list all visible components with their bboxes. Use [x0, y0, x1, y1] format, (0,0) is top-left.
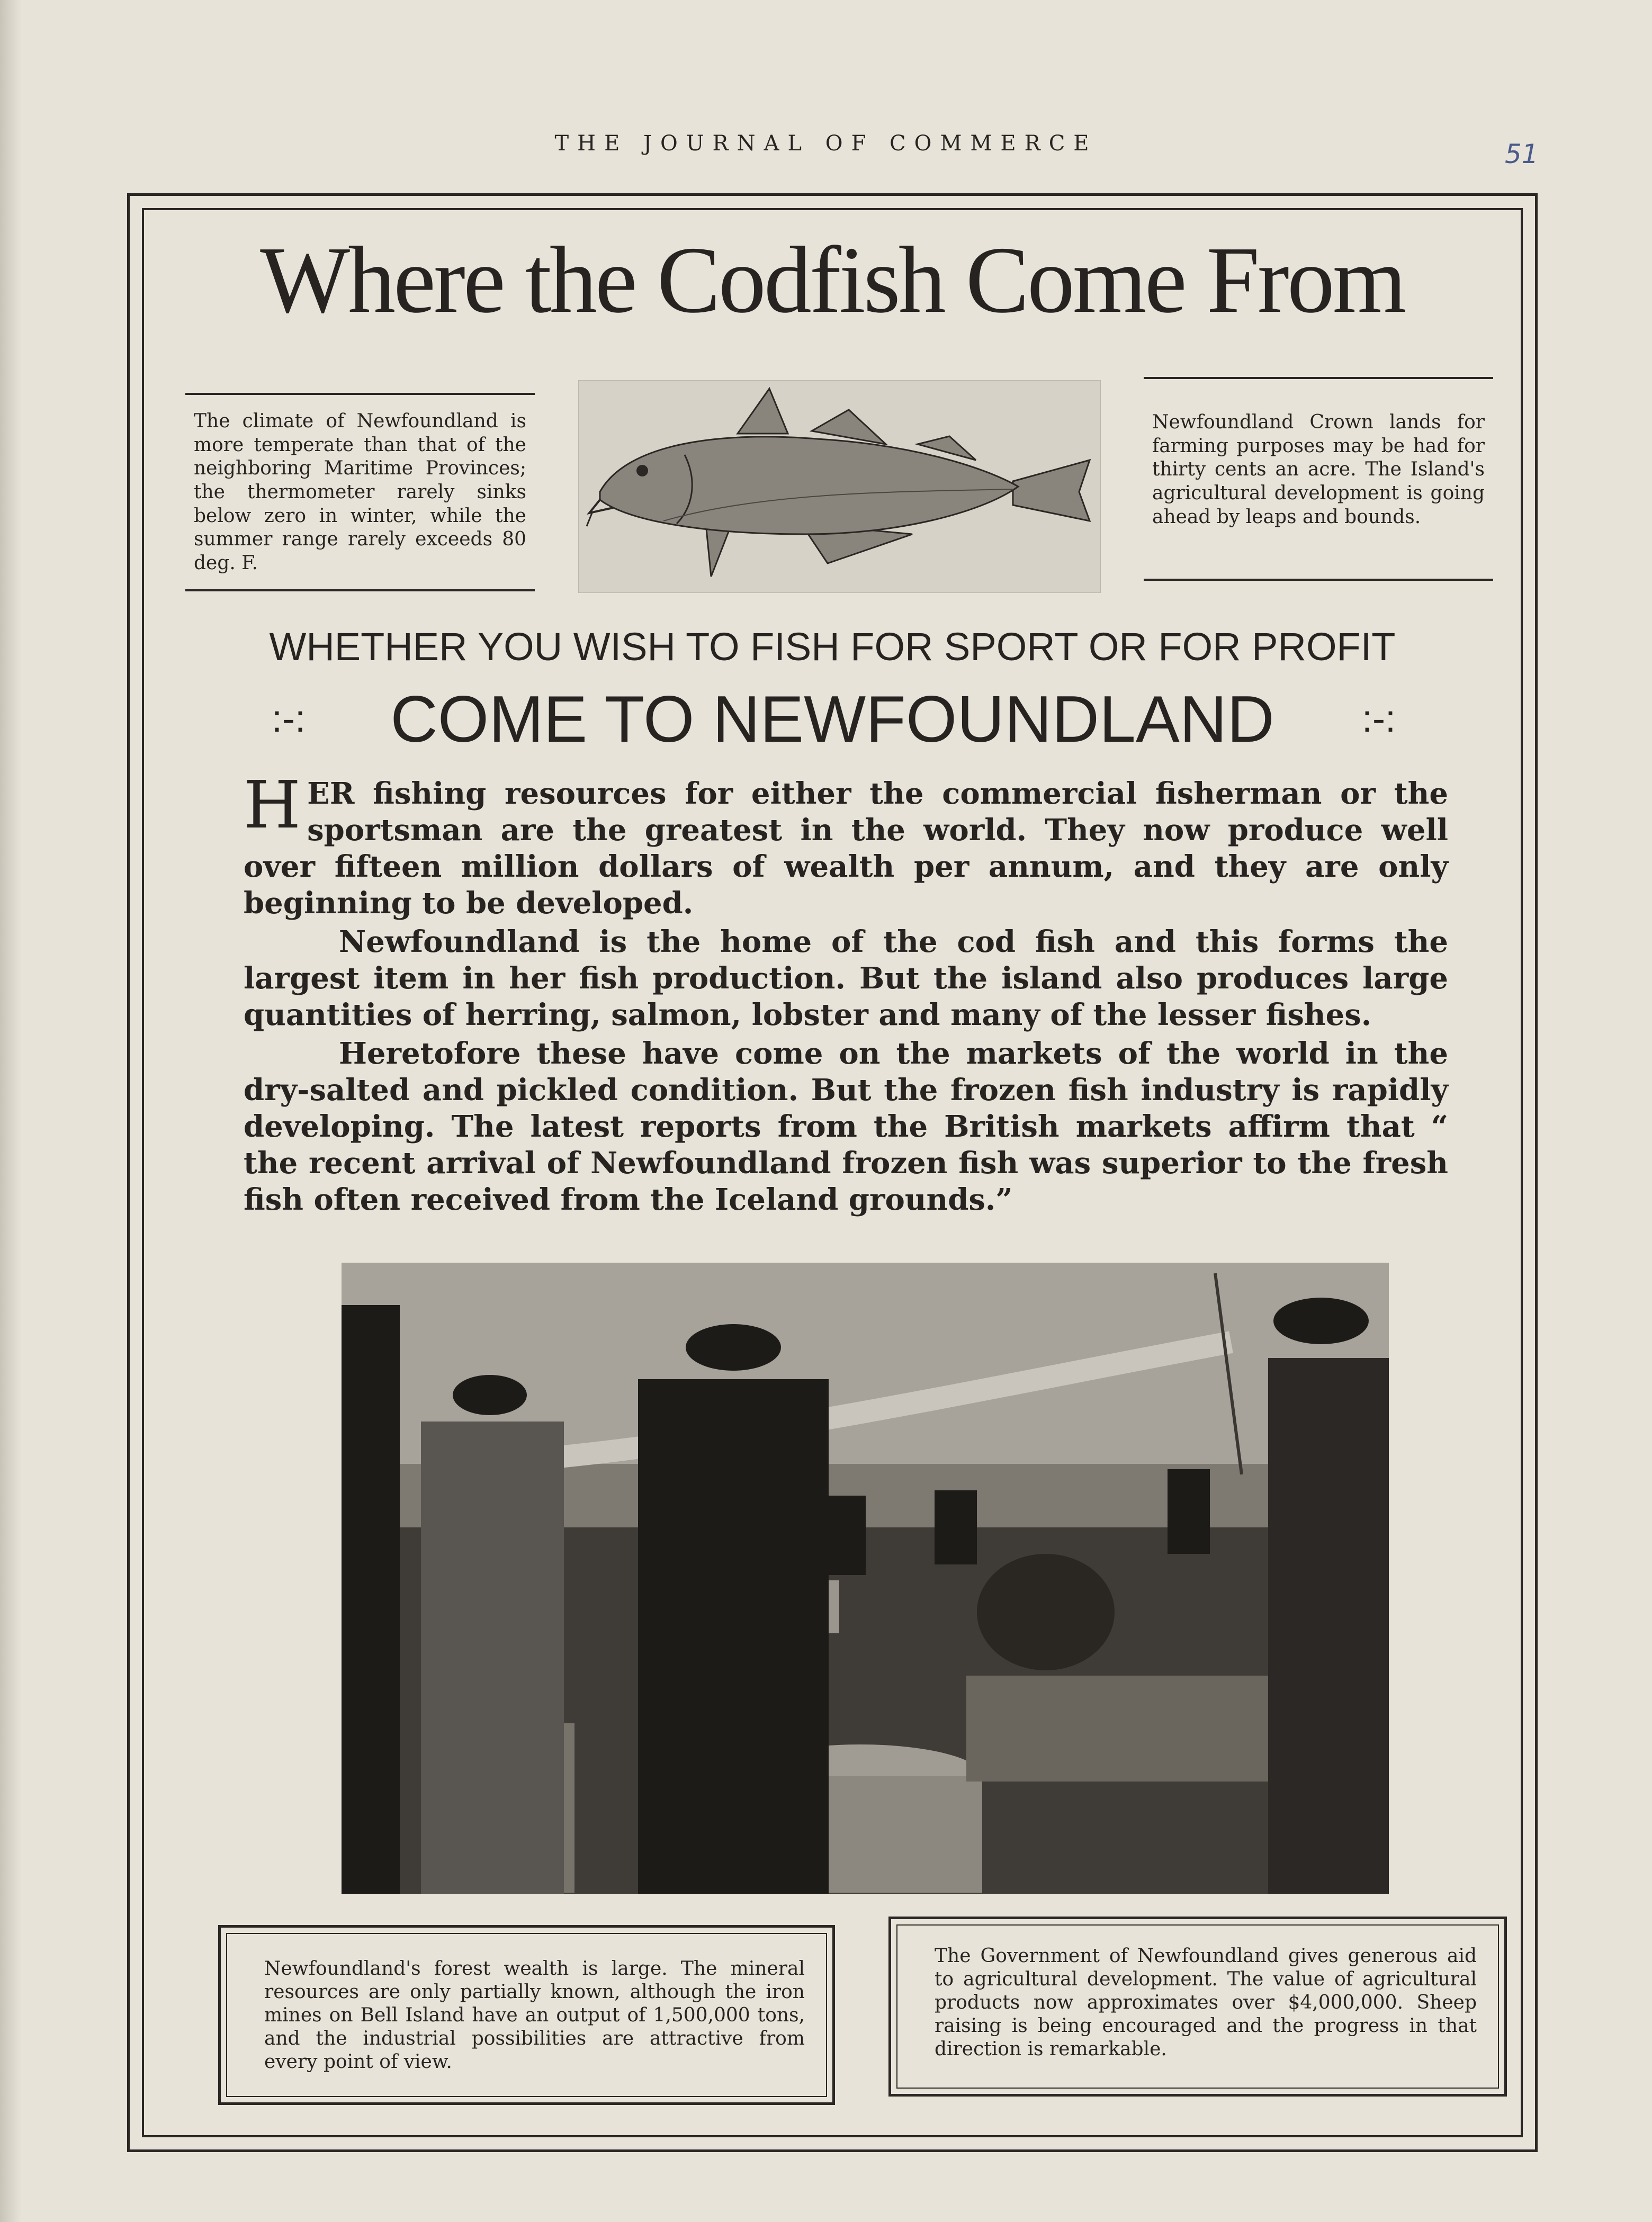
ornament-right: :-: — [1362, 698, 1396, 740]
photo-figure-3 — [1268, 1358, 1389, 1894]
fish-tail — [1013, 460, 1090, 521]
photo-line-coil — [977, 1554, 1115, 1670]
photo-figure-bg-2 — [935, 1490, 977, 1564]
page-edge-shadow — [0, 0, 21, 2222]
photo-figure-cap-3 — [1273, 1298, 1369, 1344]
fish-dorsal-fin-1 — [738, 389, 788, 434]
photo-figure-bg-3 — [1168, 1469, 1210, 1554]
running-head: THE JOURNAL OF COMMERCE — [554, 131, 1098, 156]
subheadline: WHETHER YOU WISH TO FISH FOR SPORT OR FOR PROFIT — [269, 625, 1396, 669]
body-paragraph-3: Heretofore these have come on the markets of the world in the dry-salted and pickled condition. But the frozen fish industry is rapidly developing. The latest reports from the British markets affirm that “ the recent arrival of Newfoundland frozen fish was superior to the fresh fish often received from the Iceland grounds.” — [244, 1036, 1448, 1217]
forest-wealth-text: Newfoundland's forest wealth is large. The mineral resources are only partially known, although the iron mines on Bell Island have an output of 1,500,000 tons, and the industrial possibilities are attractive from every point of view. — [226, 1933, 827, 2097]
ornament-left: :-: — [272, 698, 306, 740]
photo-rendering — [342, 1263, 1389, 1894]
agriculture-aid-box — [888, 1917, 1507, 2097]
codfish-drawing — [579, 381, 1100, 592]
ad-headline: Where the Codfish Come From — [260, 227, 1405, 332]
forest-wealth-box — [218, 1925, 835, 2105]
crown-lands-aside: Newfoundland Crown lands for farming purposes may be had for thirty cents an acre. The Island's agricultural development is going ahead by leaps and bounds. — [1144, 377, 1493, 581]
photo-table — [966, 1676, 1284, 1782]
photo-figure-2 — [638, 1379, 829, 1894]
body-paragraph-1-text: ER fishing resources for either the commercial fisherman or the sportsman are the greatest in the world. They now produce well over fifteen million dollars of wealth per annum, and they are only beginning to be developed. — [244, 776, 1448, 921]
call-to-action-text: COME TO NEWFOUNDLAND — [390, 683, 1274, 756]
body-paragraph-1 — [244, 767, 1448, 922]
climate-aside: The climate of Newfoundland is more temperate than that of the neighboring Maritime Provinces; the thermometer rarely sinks below zero in winter, while the summer range rarely exceeds 80 deg. F. — [185, 393, 535, 591]
photo-figure-cap-2 — [686, 1324, 781, 1371]
photo-figure-left-edge — [342, 1305, 400, 1894]
page-number: 51 — [1505, 139, 1539, 169]
drop-cap: H — [244, 767, 301, 843]
photo-figure-1 — [421, 1422, 564, 1894]
codfish-illustration — [578, 380, 1101, 593]
body-copy — [244, 767, 1448, 1218]
fish-barbel — [587, 513, 592, 526]
body-paragraph-2: Newfoundland is the home of the cod fish and this forms the largest item in her fish production. But the island also produces large quantities of herring, salmon, lobster and many of the lesser fishes. — [244, 924, 1448, 1032]
photo-figure-bg-1 — [818, 1496, 866, 1575]
fish-eye — [636, 465, 648, 476]
agriculture-aid-text: The Government of Newfoundland gives generous aid to agricultural development. The value of agricultural products now approximates over $4,000,000. Sheep raising is being encouraged and the progress in that direction is remarkable. — [896, 1924, 1499, 2089]
call-to-action-headline — [142, 680, 1523, 759]
fishermen-photograph — [342, 1263, 1389, 1894]
photo-figure-cap-1 — [453, 1375, 527, 1415]
